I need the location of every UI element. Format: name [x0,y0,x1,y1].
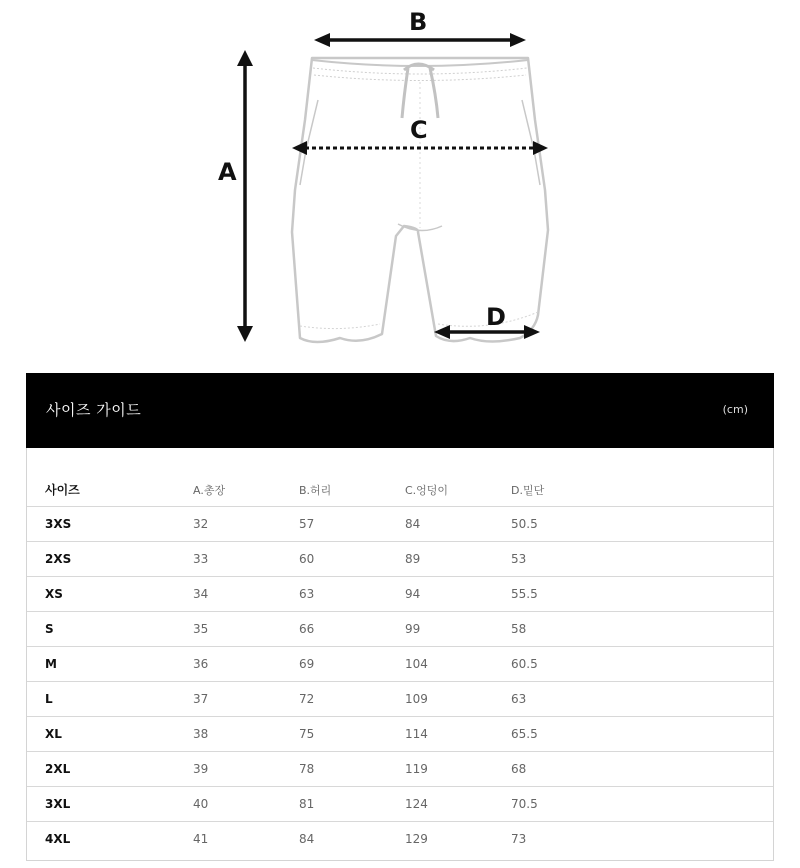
hip-cell: 124 [405,797,428,811]
size-cell: S [45,622,54,636]
shorts-illustration [0,0,800,360]
table-row [27,611,773,647]
length-cell: 37 [193,692,209,706]
measure-arrow-a [237,50,253,342]
waist-cell: 72 [299,692,315,706]
size-cell: 3XL [45,797,71,811]
length-cell: 32 [193,517,209,531]
hem-cell: 68 [511,762,527,776]
waist-cell: 57 [299,517,315,531]
size-guide-unit: (cm) [722,403,748,416]
hem-cell: 53 [511,552,527,566]
length-cell: 36 [193,657,209,671]
column-header-size: 사이즈 [45,483,80,497]
table-row [27,506,773,542]
hip-cell: 104 [405,657,428,671]
hip-cell: 99 [405,622,421,636]
table-row [27,576,773,612]
column-header-hem: D.밑단 [511,484,545,497]
size-cell: M [45,657,57,671]
hem-cell: 58 [511,622,527,636]
table-row [27,751,773,787]
length-cell: 38 [193,727,209,741]
table-row [27,646,773,682]
hip-cell: 89 [405,552,421,566]
size-guide-title: 사이즈 가이드 [46,401,142,419]
waist-cell: 66 [299,622,315,636]
hip-cell: 94 [405,587,421,601]
hip-cell: 119 [405,762,428,776]
hem-cell: 55.5 [511,587,538,601]
table-header-row [27,473,773,508]
hip-cell: 129 [405,832,428,846]
label-a: A [218,158,237,186]
table-row [27,786,773,822]
column-header-waist: B.허리 [299,484,332,497]
label-d: D [486,303,506,331]
hip-cell: 84 [405,517,421,531]
label-c: C [410,116,428,144]
waist-cell: 75 [299,727,315,741]
size-cell: 2XL [45,762,71,776]
waist-cell: 81 [299,797,315,811]
label-b: B [409,8,428,36]
size-cell: 2XS [45,552,72,566]
size-cell: XL [45,727,62,741]
hem-cell: 63 [511,692,527,706]
table-row [27,716,773,752]
hem-cell: 70.5 [511,797,538,811]
column-header-length: A.총장 [193,484,226,497]
table-row [27,541,773,577]
length-cell: 39 [193,762,209,776]
size-cell: XS [45,587,63,601]
length-cell: 33 [193,552,209,566]
length-cell: 40 [193,797,209,811]
length-cell: 35 [193,622,209,636]
hem-cell: 50.5 [511,517,538,531]
size-cell: L [45,692,53,706]
waist-cell: 63 [299,587,315,601]
table-row [27,681,773,717]
column-header-hip: C.엉덩이 [405,484,449,497]
size-cell: 3XS [45,517,72,531]
waist-cell: 84 [299,832,315,846]
size-guide-header [26,373,774,448]
shorts-diagram [0,0,800,360]
waist-cell: 60 [299,552,315,566]
hip-cell: 114 [405,727,428,741]
size-cell: 4XL [45,832,71,846]
length-cell: 34 [193,587,209,601]
size-guide [26,373,774,861]
hip-cell: 109 [405,692,428,706]
hem-cell: 73 [511,832,527,846]
waist-cell: 69 [299,657,315,671]
hem-cell: 60.5 [511,657,538,671]
hem-cell: 65.5 [511,727,538,741]
table-row [27,821,773,857]
length-cell: 41 [193,832,209,846]
waist-cell: 78 [299,762,315,776]
